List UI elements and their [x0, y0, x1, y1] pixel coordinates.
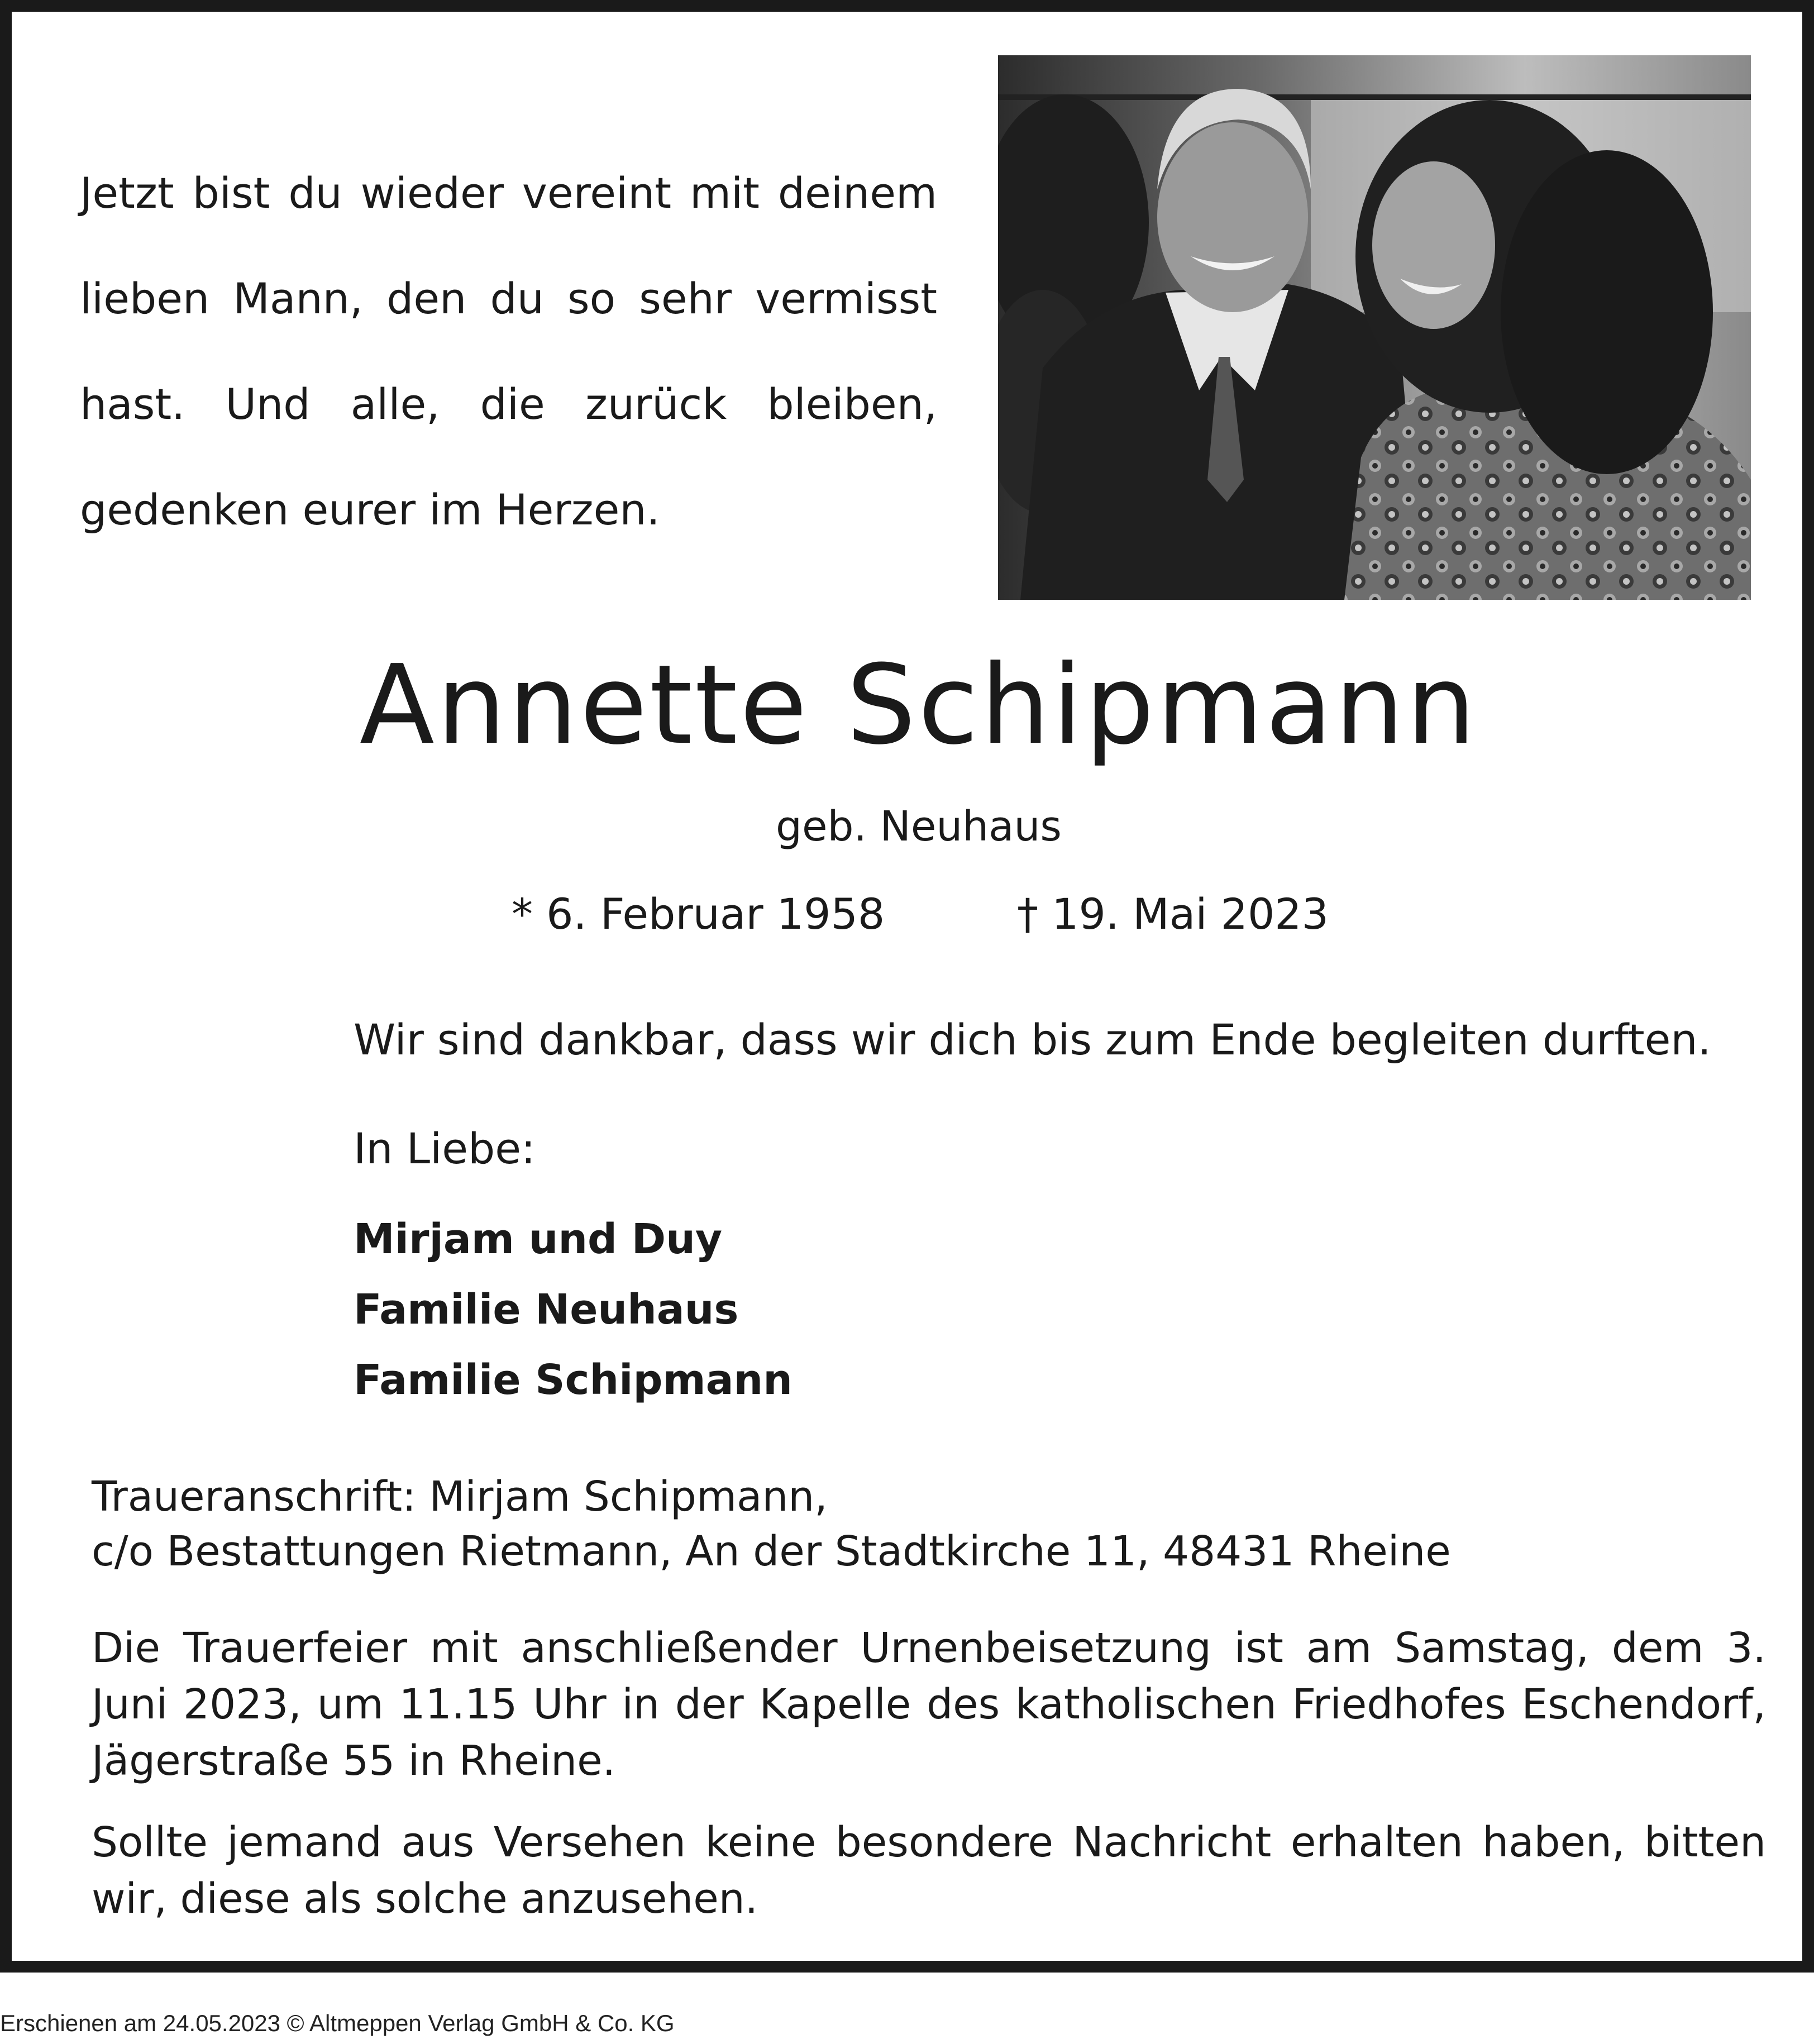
couple-photo [998, 55, 1751, 600]
gratitude-line: Wir sind dankbar, dass wir dich bis zum Ende begleiten durften. [354, 1015, 1711, 1064]
mourner-name: Familie Neuhaus [354, 1286, 739, 1334]
mourning-address [92, 1469, 1451, 1579]
couple-photo-illustration [998, 55, 1751, 600]
mourner-name: Familie Schipmann [354, 1356, 793, 1404]
death-date: † 19. Mai 2023 [1017, 889, 1329, 939]
notification-notice: Sollte jemand aus Versehen keine besondere Nachricht erhalten haben, bitten wir, diese als solche anzusehen. [92, 1818, 1766, 1923]
maiden-name: geb. Neuhaus [775, 803, 1062, 851]
publication-footer: Erschienen am 24.05.2023 © Altmeppen Verlag GmbH & Co. KG [0, 2010, 675, 2036]
memorial-verse: Jetzt bist du wieder vereint mit deinem lieben Mann, den du so sehr vermisst hast. Und alle, die zurück bleiben, gedenken eurer im Herzen. [80, 168, 937, 534]
ceremony-details: Die Trauerfeier mit anschließender Urnenbeisetzung ist am Samstag, dem 3. Juni 2023, um 11.15 Uhr in der Kapelle des katholischen Friedhofes Eschendorf, Jägerstraße 55 in Rheine. [92, 1624, 1766, 1785]
birth-date: * 6. Februar 1958 [512, 889, 885, 939]
mourner-name: Mirjam und Duy [354, 1215, 723, 1263]
deceased-name: Annette Schipmann [359, 642, 1478, 769]
mourning-address-line: c/o Bestattungen Rietmann, An der Stadtkirche 11, 48431 Rheine [92, 1527, 1451, 1575]
in-love-label: In Liebe: [354, 1124, 536, 1173]
mourning-address-line: Traueranschrift: Mirjam Schipmann, [92, 1473, 828, 1521]
mourners-list [354, 1204, 793, 1415]
